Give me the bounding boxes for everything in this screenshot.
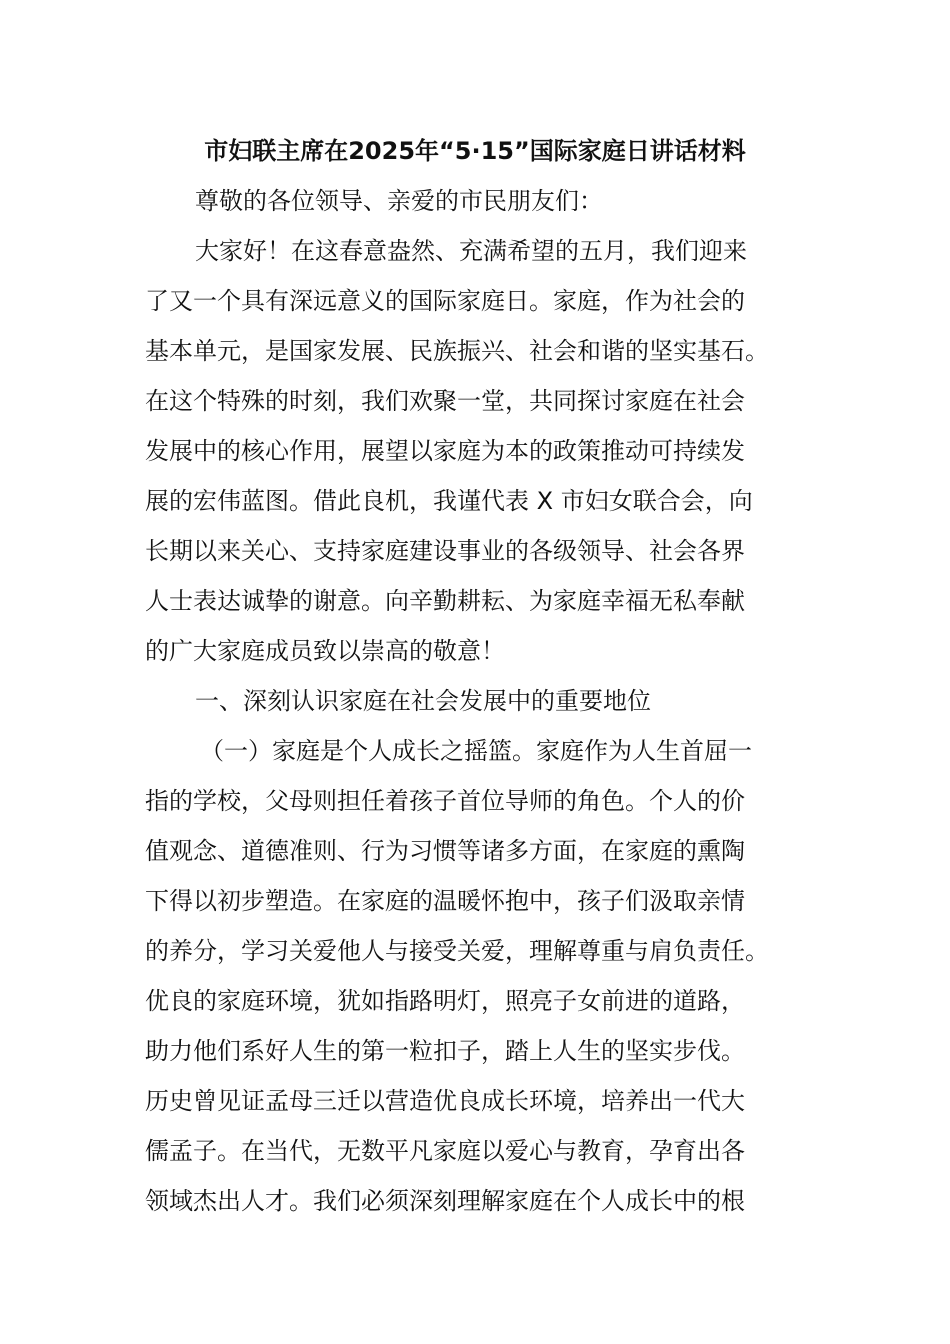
paragraph-line: 的广大家庭成员致以崇高的敬意！ [145, 637, 505, 665]
paragraph-line: 指的学校，父母则担任着孩子首位导师的角色。个人的价 [145, 787, 745, 815]
paragraph-line: 儒孟子。在当代，无数平凡家庭以爱心与教育，孕育出各 [145, 1137, 745, 1165]
salutation-line: 尊敬的各位领导、亲爱的市民朋友们： [195, 187, 603, 215]
paragraph-line: 在这个特殊的时刻，我们欢聚一堂，共同探讨家庭在社会 [145, 387, 745, 415]
paragraph-line: 了又一个具有深远意义的国际家庭日。家庭，作为社会的 [145, 287, 745, 315]
paragraph-line: 基本单元，是国家发展、民族振兴、社会和谐的坚实基石。 [145, 337, 769, 365]
paragraph-line: 展的宏伟蓝图。借此良机，我谨代表 X 市妇女联合会，向 [145, 487, 753, 515]
subsection-heading-line: （一）家庭是个人成长之摇篮。家庭作为人生首屈一 [200, 737, 752, 765]
paragraph-line: 助力他们系好人生的第一粒扣子，踏上人生的坚实步伐。 [145, 1037, 745, 1065]
paragraph-line: 人士表达诚挚的谢意。向辛勤耕耘、为家庭幸福无私奉献 [145, 587, 745, 615]
paragraph-line: 的养分，学习关爱他人与接受关爱，理解尊重与肩负责任。 [145, 937, 769, 965]
paragraph-line: 值观念、道德准则、行为习惯等诸多方面，在家庭的熏陶 [145, 837, 745, 865]
section-heading: 一、深刻认识家庭在社会发展中的重要地位 [195, 687, 651, 715]
paragraph-line: 发展中的核心作用，展望以家庭为本的政策推动可持续发 [145, 437, 745, 465]
paragraph-line: 大家好！在这春意盎然、充满希望的五月，我们迎来 [195, 237, 747, 265]
document-title: 市妇联主席在2025年“5·15”国际家庭日讲话材料 [204, 137, 746, 165]
paragraph-line: 领域杰出人才。我们必须深刻理解家庭在个人成长中的根 [145, 1187, 745, 1215]
paragraph-line: 历史曾见证孟母三迁以营造优良成长环境，培养出一代大 [145, 1087, 745, 1115]
paragraph-line: 优良的家庭环境，犹如指路明灯，照亮子女前进的道路， [145, 987, 745, 1015]
paragraph-line: 下得以初步塑造。在家庭的温暖怀抱中，孩子们汲取亲情 [145, 887, 745, 915]
paragraph-line: 长期以来关心、支持家庭建设事业的各级领导、社会各界 [145, 537, 745, 565]
